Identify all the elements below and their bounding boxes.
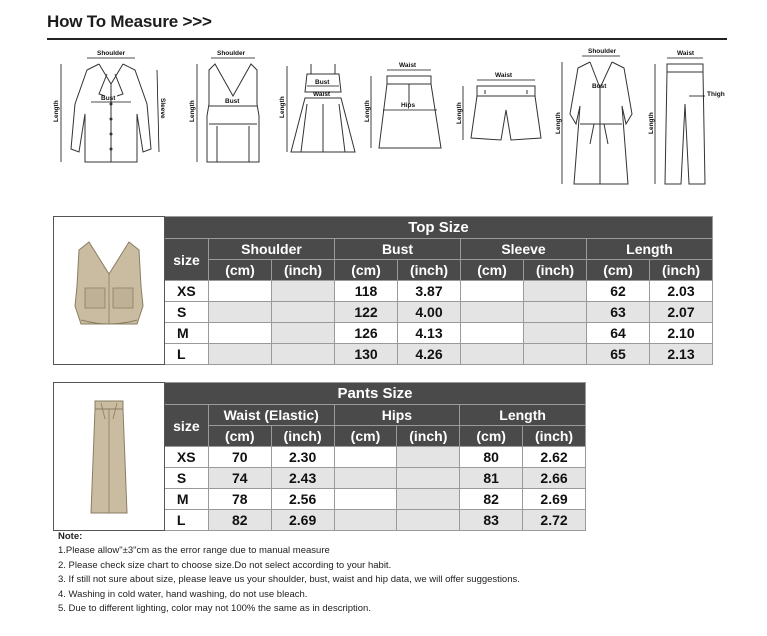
cell: 74 <box>208 468 271 489</box>
cell: 2.43 <box>271 468 334 489</box>
pants-unit: (inch) <box>523 426 586 447</box>
vest-drawing <box>187 44 277 194</box>
pants-length-label: Length <box>648 112 655 134</box>
top-size-table <box>53 216 713 365</box>
cell <box>334 468 397 489</box>
shorts-diagram <box>455 44 550 194</box>
skirt-diagram <box>365 44 455 194</box>
size-label: XS <box>164 447 208 468</box>
top-unit: (inch) <box>524 260 587 281</box>
pants-unit: (cm) <box>334 426 397 447</box>
top-group-sleeve: Sleeve <box>461 239 587 260</box>
blouse-shoulder-label: Shoulder <box>97 50 126 57</box>
shorts-drawing <box>455 44 550 194</box>
cell <box>461 323 524 344</box>
skirt-length-label: Length <box>364 100 371 122</box>
cell: 126 <box>335 323 398 344</box>
pants-diagram <box>645 44 727 194</box>
vest-length-label: Length <box>189 100 196 122</box>
pants-product-photo <box>54 383 165 531</box>
cell: 2.56 <box>271 489 334 510</box>
shorts-waist-label: Waist <box>495 72 513 79</box>
vest-shoulder-label: Shoulder <box>217 50 246 57</box>
cell: 4.13 <box>398 323 461 344</box>
cell: 2.10 <box>650 323 713 344</box>
vest-photo-icon <box>61 228 157 348</box>
pants-unit: (inch) <box>397 426 460 447</box>
cell <box>209 302 272 323</box>
cell: 64 <box>587 323 650 344</box>
note-line: 1.Please allow"±3"cm as the error range due to manual measure <box>58 545 330 557</box>
cell: 2.30 <box>271 447 334 468</box>
cell: 82 <box>208 510 271 531</box>
pants-group-waist: Waist (Elastic) <box>208 405 334 426</box>
cell: 4.26 <box>398 344 461 365</box>
cell <box>272 302 335 323</box>
shorts-length-label: Length <box>456 102 463 124</box>
dress-length-label: Length <box>279 96 286 118</box>
size-label: L <box>164 510 208 531</box>
dress-bust-label: Bust <box>315 79 330 86</box>
top-unit: (inch) <box>398 260 461 281</box>
notes-heading: Note: <box>58 531 83 542</box>
note-line: 4. Washing in cold water, hand washing, do not use bleach. <box>58 588 308 600</box>
size-label: M <box>165 323 209 344</box>
dress-drawing <box>277 44 367 194</box>
cell <box>397 489 460 510</box>
top-unit: (cm) <box>461 260 524 281</box>
blouse-sleeve-label: Sleeve <box>159 98 166 119</box>
note-line: 2. Please check size chart to choose size.Do not select according to your habit. <box>58 559 392 571</box>
dress-waist-label: Waist <box>313 91 331 98</box>
top-unit: (inch) <box>650 260 713 281</box>
size-label: XS <box>165 281 209 302</box>
skirt-hips-label: Hips <box>401 102 416 109</box>
cell: 2.69 <box>523 489 586 510</box>
note-line: 3. If still not sure about size, please leave us your shoulder, bust, waist and hip data, we will offer suggestions. <box>58 574 520 586</box>
blouse-diagram <box>47 44 177 194</box>
pants-unit: (cm) <box>208 426 271 447</box>
cell <box>209 323 272 344</box>
vest-bust-label: Bust <box>225 98 240 105</box>
cell <box>334 510 397 531</box>
cell <box>272 281 335 302</box>
pants-size-header: size <box>164 405 208 447</box>
note-line: 5. Due to different lighting, color may not 100% the same as in description. <box>58 603 371 615</box>
top-unit: (cm) <box>209 260 272 281</box>
skirt-drawing <box>365 44 455 194</box>
top-product-photo <box>54 217 165 365</box>
pants-group-length: Length <box>460 405 586 426</box>
coat-bust-label: Bust <box>592 83 607 90</box>
pants-unit: (inch) <box>271 426 334 447</box>
cell: 118 <box>335 281 398 302</box>
top-group-length: Length <box>587 239 713 260</box>
cell <box>461 344 524 365</box>
cell <box>524 344 587 365</box>
cell: 2.66 <box>523 468 586 489</box>
pants-table-title: Pants Size <box>164 383 585 405</box>
size-label: S <box>164 468 208 489</box>
cell: 80 <box>460 447 523 468</box>
size-label: M <box>164 489 208 510</box>
cell: 81 <box>460 468 523 489</box>
cell <box>524 323 587 344</box>
cell <box>461 302 524 323</box>
pants-size-table <box>53 382 586 531</box>
cell <box>397 447 460 468</box>
cell <box>209 344 272 365</box>
pants-waist-label: Waist <box>677 50 695 57</box>
skirt-photo-icon <box>61 389 157 519</box>
top-unit: (cm) <box>335 260 398 281</box>
coat-shoulder-label: Shoulder <box>588 48 617 55</box>
cell <box>397 468 460 489</box>
cell: 3.87 <box>398 281 461 302</box>
pants-thigh-label: Thigh <box>707 91 725 98</box>
title-divider <box>47 38 727 40</box>
size-label: S <box>165 302 209 323</box>
vest-diagram <box>187 44 277 194</box>
size-label: L <box>165 344 209 365</box>
cell <box>272 344 335 365</box>
coat-length-label: Length <box>555 112 562 134</box>
cell: 2.62 <box>523 447 586 468</box>
measure-diagrams <box>47 44 727 194</box>
cell: 83 <box>460 510 523 531</box>
cell: 2.03 <box>650 281 713 302</box>
cell: 82 <box>460 489 523 510</box>
cell <box>334 447 397 468</box>
cell: 78 <box>208 489 271 510</box>
top-group-bust: Bust <box>335 239 461 260</box>
cell: 122 <box>335 302 398 323</box>
cell: 130 <box>335 344 398 365</box>
pants-unit: (cm) <box>460 426 523 447</box>
skirt-waist-label: Waist <box>399 62 417 69</box>
cell <box>209 281 272 302</box>
cell <box>334 489 397 510</box>
cell: 62 <box>587 281 650 302</box>
pants-drawing <box>645 44 727 194</box>
blouse-drawing <box>47 44 177 194</box>
dress-diagram <box>277 44 367 194</box>
top-unit: (cm) <box>587 260 650 281</box>
cell: 70 <box>208 447 271 468</box>
cell: 2.13 <box>650 344 713 365</box>
cell <box>524 281 587 302</box>
cell: 2.72 <box>523 510 586 531</box>
blouse-bust-label: Bust <box>101 95 116 102</box>
top-size-header: size <box>165 239 209 281</box>
top-unit: (inch) <box>272 260 335 281</box>
blouse-length-label: Length <box>53 100 60 122</box>
cell: 4.00 <box>398 302 461 323</box>
top-table-title: Top Size <box>165 217 713 239</box>
cell: 2.07 <box>650 302 713 323</box>
pants-group-hips: Hips <box>334 405 460 426</box>
notes-section <box>58 530 520 616</box>
cell: 63 <box>587 302 650 323</box>
cell: 2.69 <box>271 510 334 531</box>
coat-diagram <box>550 44 645 194</box>
page-title: How To Measure >>> <box>47 12 212 31</box>
cell: 65 <box>587 344 650 365</box>
top-group-shoulder: Shoulder <box>209 239 335 260</box>
cell <box>272 323 335 344</box>
coat-drawing <box>550 44 645 194</box>
cell <box>461 281 524 302</box>
cell <box>524 302 587 323</box>
cell <box>397 510 460 531</box>
